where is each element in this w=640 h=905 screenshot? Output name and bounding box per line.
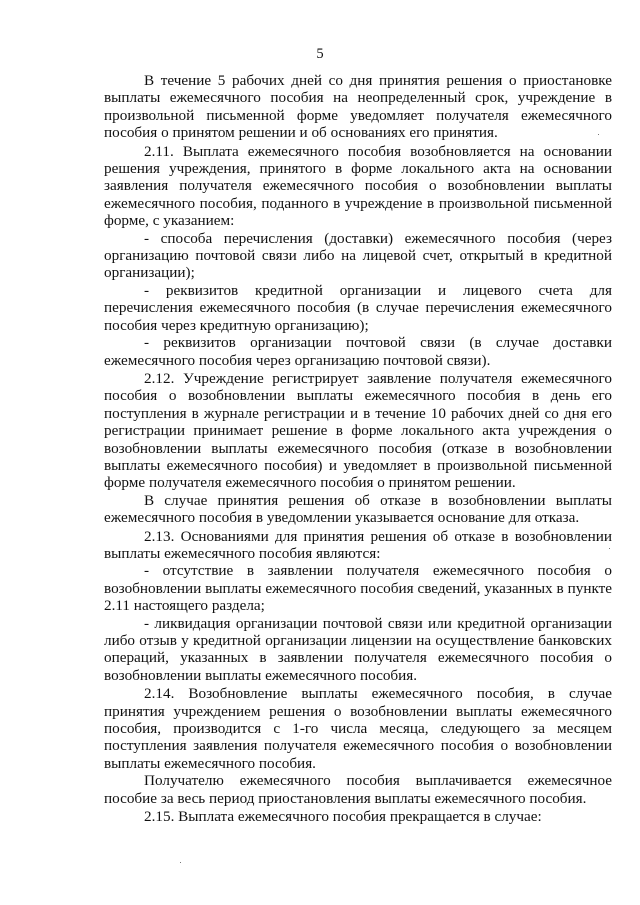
- paragraph-2-11: 2.11. Выплата ежемесячного пособия возобновляется на основании решения учреждения, принятого в форме локального акта на основании заявления получателя ежемесячного пособия о возобновлении выплаты ежемесячного пособия, поданного в учреждение в произвольной письменной форме, с указанием:: [104, 142, 612, 230]
- scan-speck: [609, 548, 610, 549]
- document-body: [104, 72, 612, 825]
- paragraph-2-13: 2.13. Основаниями для принятия решения об отказе в возобновлении выплаты ежемесячного пособия являются:: [104, 527, 612, 562]
- list-item-liquidation: - ликвидация организации почтовой связи или кредитной организации либо отзыв у кредитной организации лицензии на осуществление банковских операций, указанных в заявлении получателя ежемесячного пособия о возобновлении выплаты ежемесячного пособия.: [104, 614, 612, 684]
- paragraph-retroactive-payment: Получателю ежемесячного пособия выплачивается ежемесячное пособие за весь период приостановления выплаты ежемесячного пособия.: [104, 772, 612, 807]
- scan-speck: [598, 134, 599, 135]
- page-number: 5: [316, 46, 324, 62]
- list-item-bank-details: - реквизитов кредитной организации и лицевого счета для перечисления ежемесячного пособия (в случае перечисления ежемесячного пособия через кредитную организацию);: [104, 281, 612, 334]
- paragraph-refusal-notice: В случае принятия решения об отказе в возобновлении выплаты ежемесячного пособия в уведомлении указывается основание для отказа.: [104, 491, 612, 527]
- paragraph-2-14: 2.14. Возобновление выплаты ежемесячного пособия, в случае принятия учреждением решения о возобновлении выплаты ежемесячного пособия, производится с 1-го числа месяца, следующего за месяцем поступления заявления получателя ежемесячного пособия о возобновлении выплаты ежемесячного пособия.: [104, 685, 612, 772]
- paragraph-suspension-notice: В течение 5 рабочих дней со дня принятия решения о приостановке выплаты ежемесячного пособия на неопределенный срок, учреждение в произвольной письменной форме уведомляет получателя ежемесячного пособия о принятом решении и об основаниях его принятия.: [104, 72, 612, 142]
- list-item-postal-details: - реквизитов организации почтовой связи (в случае доставки ежемесячного пособия через организацию почтовой связи).: [104, 334, 612, 369]
- scan-speck: [180, 862, 181, 863]
- list-item-missing-info: - отсутствие в заявлении получателя ежемесячного пособия о возобновлении выплаты ежемесячного пособия сведений, указанных в пункте 2.11 настоящего раздела;: [104, 562, 612, 615]
- paragraph-2-15: 2.15. Выплата ежемесячного пособия прекращается в случае:: [144, 808, 542, 826]
- paragraph-2-12: 2.12. Учреждение регистрирует заявление получателя ежемесячного пособия о возобновлении выплаты ежемесячного пособия в день его поступления в журнале регистрации и в течение 10 рабочих дней со дня его регистрации принимает решение в форме локального акта учреждения о возобновлении выплаты ежемесячного пособия (отказе в возобновлении выплаты ежемесячного пособия) и уведомляет в произвольной письменной форме получателя ежемесячного пособия о принятом решении.: [104, 369, 612, 492]
- list-item-delivery-method: - способа перечисления (доставки) ежемесячного пособия (через организацию почтовой связи либо на лицевой счет, открытый в кредитной организации);: [104, 229, 612, 282]
